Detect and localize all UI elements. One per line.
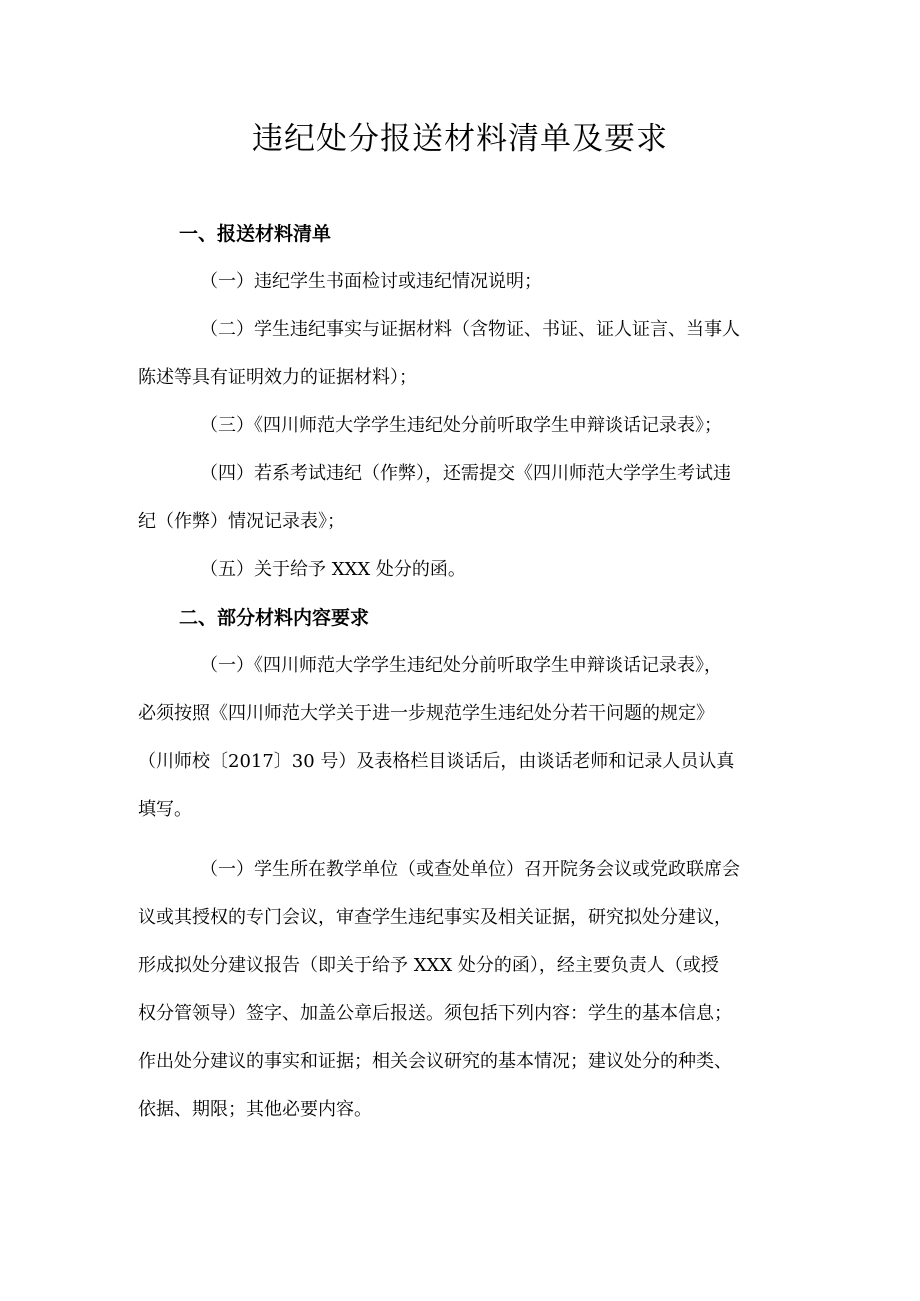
section-heading-materials-list: 一、报送材料清单 <box>179 223 332 245</box>
text-line: 陈述等具有证明效力的证据材料）； <box>138 367 417 388</box>
text-line: 权分管领导）签字、加盖公章后报送。须包括下列内容：学生的基本信息； <box>138 1003 732 1024</box>
text-line: （五）关于给予 XXX 处分的函。 <box>200 559 466 580</box>
text-line: 填写。 <box>138 799 192 820</box>
list-item <box>138 450 794 546</box>
text-line: （四）若系考试违纪（作弊），还需提交《四川师范大学学生考试违 <box>200 463 731 484</box>
text-line: （一）《四川师范大学学生违纪处分前听取学生申辩谈话记录表》， <box>200 655 722 676</box>
text-line: 形成拟处分建议报告（即关于给予 XXX 处分的函），经主要负责人（或授 <box>138 955 719 976</box>
document-body <box>138 210 794 1134</box>
list-item <box>138 642 794 834</box>
text-line: 纪（作弊）情况记录表》； <box>138 511 345 532</box>
list-item <box>138 306 794 402</box>
text-line: （川师校〔2017〕30 号）及表格栏目谈话后，由谈话老师和记录人员认真 <box>138 751 735 772</box>
text-line: 依据、期限；其他必要内容。 <box>138 1099 372 1120</box>
paragraph-gap <box>138 834 794 846</box>
text-line: （一）违纪学生书面检讨或违纪情况说明； <box>200 271 542 292</box>
text-line: （三）《四川师范大学学生违纪处分前听取学生申辩谈话记录表》； <box>200 415 722 436</box>
list-item <box>138 546 794 594</box>
text-line: （一）学生所在教学单位（或查处单位）召开院务会议或党政联席会 <box>200 859 740 880</box>
text-line: 必须按照《四川师范大学关于进一步规范学生违纪处分若干问题的规定》 <box>138 703 714 724</box>
document-title: 违纪处分报送材料清单及要求 <box>252 121 668 157</box>
text-line: 议或其授权的专门会议，审查学生违纪事实及相关证据，研究拟处分建议， <box>138 907 732 928</box>
section-heading-content-requirements: 二、部分材料内容要求 <box>179 607 370 629</box>
list-item <box>138 258 794 306</box>
text-line: 作出处分建议的事实和证据；相关会议研究的基本情况；建议处分的种类、 <box>138 1051 732 1072</box>
list-item <box>138 402 794 450</box>
text-line: （二）学生违纪事实与证据材料（含物证、书证、证人证言、当事人 <box>200 319 740 340</box>
list-item <box>138 846 794 1134</box>
